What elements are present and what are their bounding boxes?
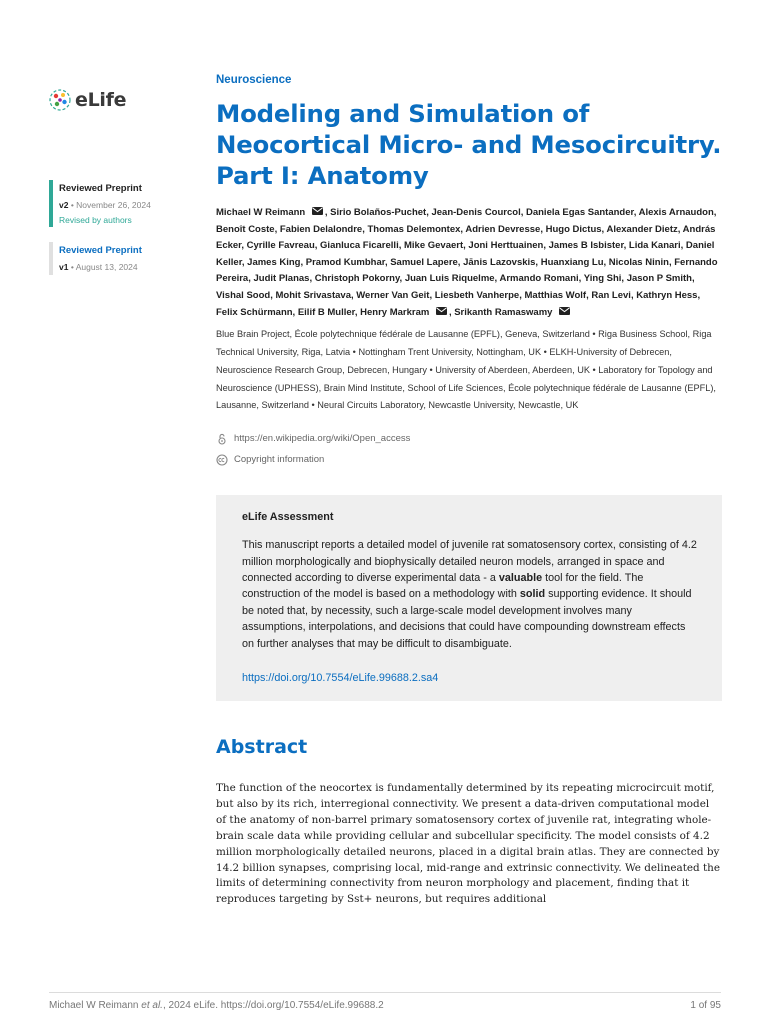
version-number: v2 xyxy=(59,200,69,210)
elife-logo[interactable] xyxy=(49,89,126,111)
author-list: Michael W Reimann , Sirio Bolaños-Puchet, Jean-Denis Courcol, Daniela Egas Santander, Alexis Arnaudon, Benoît Coste, Fabien Delalondre, Thomas Delemontex, Adrien Devresse, Hugo Dictus, Alexander Dietz, András Ecker, Cyrille Favreau, Gianluca Ficarelli, Mike Gevaert, Joni Herttuainen, James B Isbister, Lida Kanari, Daniel Keller, James King, Pramod Kumbhar, Samuel Lapere, Jānis Lazovskis, Huanxiang Lu, Nicolas Ninin, Fernando Pereira, Judit Planas, Christoph Pokorny, Juan Luis Riquelme, Armando Romani, Ying Shi, Jason P Smith, Vishal Sood, Mohit Srivastava, Werner Van Geit, Liesbeth Vanherpe, Matthias Wolf, Ran Levi, Kathryn Hess, Felix Schürmann, Eilif B Muller, Henry Markram , Srikanth Ramaswamy xyxy=(216,207,718,318)
author-separator: , xyxy=(448,306,455,318)
affiliations: Blue Brain Project, École polytechnique fédérale de Lausanne (EPFL), Geneva, Switzerland • Riga Business School, Riga Technical University, Riga, Latvia • Nottingham Trent University, Nottingham, UK • ELKH-University of Debrecen, Neuroscience Research Group, Debrecen, Hungary • University of Aberdeen, Aberdeen, UK • Laboratory for Topology and Neuroscience (UPHESS), Brain Mind Institute, School of Life Sciences, École polytechnique fédérale de Lausanne (EPFL), Lausanne, Switzerland • Neural Circuits Laboratory, Newcastle University, Newcastle, UK xyxy=(216,329,716,411)
version-title-link[interactable]: Reviewed Preprint xyxy=(59,245,142,256)
mail-icon[interactable] xyxy=(559,307,570,315)
version-history xyxy=(49,180,189,290)
assessment-term-significance[interactable]: valuable xyxy=(498,571,543,584)
assessment-title: eLife Assessment xyxy=(242,511,334,524)
mail-icon[interactable] xyxy=(436,307,447,315)
version-date: November 26, 2024 xyxy=(76,200,151,210)
footer-citation xyxy=(49,1000,384,1011)
copyright-link[interactable]: Copyright information xyxy=(234,454,325,466)
copyright-icon xyxy=(216,454,228,466)
version-title: Reviewed Preprint xyxy=(59,183,142,194)
assessment-doi-link[interactable]: https://doi.org/10.7554/eLife.99688.2.sa4 xyxy=(242,671,439,684)
elife-assessment xyxy=(216,495,722,701)
version-number: v1 xyxy=(59,262,69,272)
assessment-text-part: tool for the field. The construction of the model is based on a methodology with xyxy=(242,571,644,601)
version-entry-current xyxy=(49,180,189,227)
page-footer xyxy=(49,992,721,1011)
open-access-link[interactable]: https://en.wikipedia.org/wiki/Open_access xyxy=(234,433,411,445)
assessment-text-part: This manuscript reports a detailed model of juvenile rat somatosensory cortex, consisting of 4.2 million morphologically and biophysically detailed neuron models, arranged in space and connected according to diverse experimental data - a xyxy=(242,539,697,584)
version-entry-previous[interactable] xyxy=(49,242,189,275)
version-date-line: v1 • August 13, 2024 xyxy=(59,262,138,272)
article-main xyxy=(216,72,722,909)
version-status: Revised by authors xyxy=(59,215,132,225)
article-meta xyxy=(216,428,722,470)
mail-icon[interactable] xyxy=(312,207,323,215)
abstract-text: The function of the neocortex is fundamentally determined by its repeating microcircuit motif, but also by its rich, interregional connectivity. We present a data-driven computational model of the anatomy of non-barrel primary somatosensory cortex of juvenile rat, integrating whole-brain scale data while providing cellular and subcellular specificity. The model consists of 4.2 million morphologically detailed neurons, placed in a digital brain atlas. They are connected by 14.2 billion synapses, comprising local, mid-range and extrinsic connectivity. We delineated the limits of determining connectivity from neuron morphology and placement, finding that it reproduces targeting by Sst+ neurons, but requires additional xyxy=(216,781,721,906)
author-names[interactable]: Sirio Bolaños-Puchet, Jean-Denis Courcol, Daniela Egas Santander, Alexis Arnaudon, Benoît Coste, Fabien Delalondre, Thomas Delemontex, Adrien Devresse, Hugo Dictus, Alexander Dietz, András Ecker, Cyrille Favreau, Gianluca Ficarelli, Mike Gevaert, Joni Herttuainen, James B Isbister, Lida Kanari, Daniel Keller, James King, Pramod Kumbhar, Samuel Lapere, Jānis Lazovskis, Huanxiang Lu, Nicolas Ninin, Fernando Pereira, Judit Planas, Christoph Pokorny, Juan Luis Riquelme, Armando Romani, Ying Shi, Jason P Smith, Vishal Sood, Mohit Srivastava, Werner Van Geit, Liesbeth Vanherpe, Matthias Wolf, Ran Levi, Kathryn Hess, Felix Schürmann, Eilif B Muller, xyxy=(216,207,718,318)
footer-author: Michael W Reimann xyxy=(49,1000,139,1011)
footer-citation-text: , 2024 eLife. https://doi.org/10.7554/eLife.99688.2 xyxy=(162,1000,384,1011)
brand-name: eLife xyxy=(75,89,127,111)
assessment-term-strength[interactable]: solid xyxy=(519,588,546,601)
abstract-heading: Abstract xyxy=(216,735,308,758)
copyright-row[interactable] xyxy=(216,449,722,470)
author-name[interactable]: Srikanth Ramaswamy xyxy=(454,306,553,318)
subject-link[interactable]: Neuroscience xyxy=(216,74,292,86)
footer-etal: et al. xyxy=(141,1000,163,1011)
open-access-icon xyxy=(216,433,228,445)
assessment-text-part: supporting evidence. It should be noted that, by necessity, such a large-scale model development involves many assumptions, interpolations, and decisions that could have compounding downstream effects on further analyses that may be difficult to disambiguate. xyxy=(242,588,692,650)
author-name[interactable]: Henry Markram xyxy=(360,306,430,318)
elife-logo-icon xyxy=(49,89,71,111)
assessment-text xyxy=(242,537,697,652)
version-date: August 13, 2024 xyxy=(75,262,138,272)
open-access-row[interactable] xyxy=(216,428,722,449)
version-date-line: v2 • November 26, 2024 xyxy=(59,200,151,210)
page-number: 1 of 95 xyxy=(690,1000,721,1011)
author-name[interactable]: Michael W Reimann xyxy=(216,207,306,218)
article-title: Modeling and Simulation of Neocortical Micro- and Mesocircuitry. Part I: Anatomy xyxy=(216,99,722,190)
